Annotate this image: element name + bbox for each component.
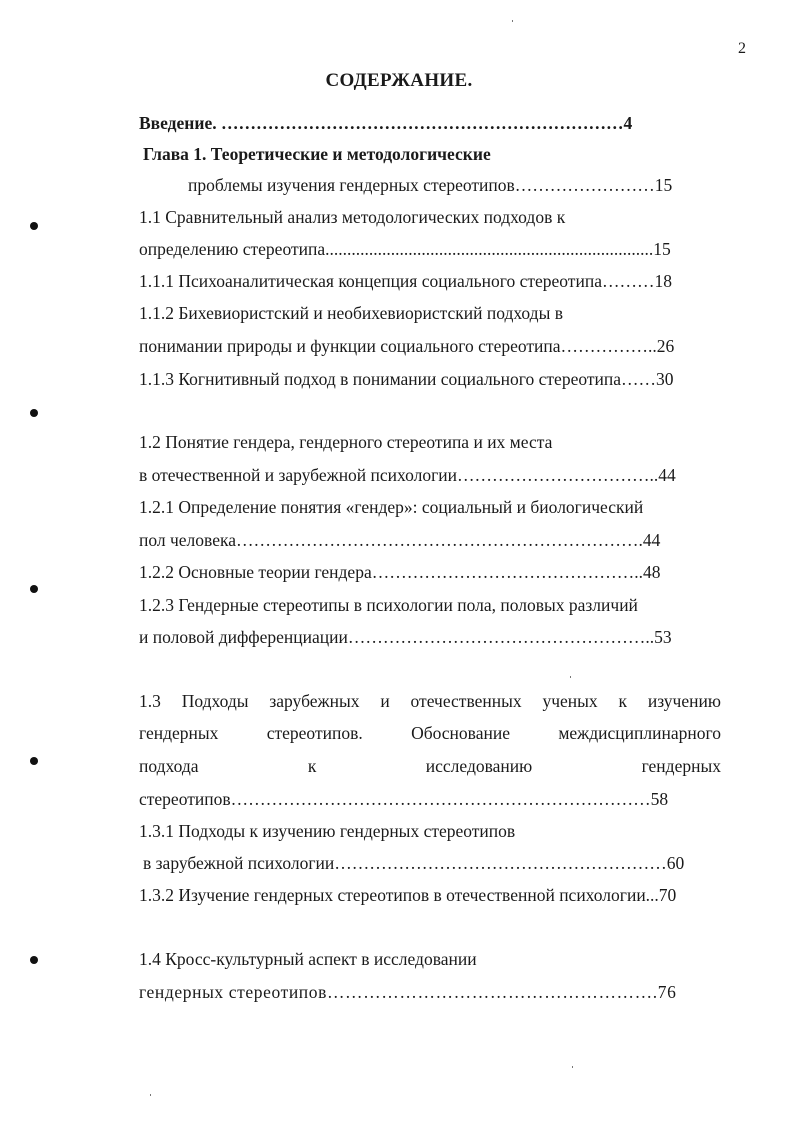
toc-section-1-1-line-2: определению стереотипа...........................................................................15 (139, 239, 671, 259)
word: гендерных (641, 756, 721, 776)
toc-section-1-3-line-3 (139, 755, 721, 777)
word: 1.3 (139, 691, 161, 711)
toc-section-1-2-1-line-1: 1.2.1 Определение понятия «гендер»: социальный и биологический (139, 497, 644, 517)
word: исследованию (425, 756, 533, 776)
toc-section-1-2-3-line-2: и половой дифференциации……………………………………………..53 (139, 627, 672, 647)
word: ученых (542, 691, 598, 711)
word: к (618, 691, 628, 711)
toc-section-1-2-line-2: в отечественной и зарубежной психологии……………………………..44 (139, 465, 676, 485)
word: стереотипов. (266, 723, 363, 743)
toc-section-1-4-line-2: гендерных стереотипов……………………………………………….76 (139, 982, 677, 1002)
word: гендерных (139, 723, 219, 743)
toc-section-1-4-line-1: 1.4 Кросс-культурный аспект в исследовании (139, 949, 477, 969)
toc-section-1-2-line-1: 1.2 Понятие гендера, гендерного стереотипа и их места (139, 432, 553, 452)
toc-section-1-3-2: 1.3.2 Изучение гендерных стереотипов в отечественной психологии...70 (139, 885, 677, 905)
toc-section-1-3-1-line-2: в зарубежной психологии…………………………………………………60 (143, 853, 685, 873)
toc-section-1-1-line-1: 1.1 Сравнительный анализ методологических подходов к (139, 207, 566, 227)
binding-hole-mark (30, 222, 38, 230)
scan-speck (512, 20, 513, 22)
word: зарубежных (269, 691, 360, 711)
scan-speck (150, 1094, 151, 1096)
scan-speck (570, 676, 571, 678)
word: подхода (139, 756, 199, 776)
toc-section-1-2-2: 1.2.2 Основные теории гендера………………………………………..48 (139, 562, 661, 582)
toc-intro: Введение. ……………………………………………………………4 (139, 113, 633, 133)
page-number: 2 (738, 40, 746, 57)
word: к (307, 756, 317, 776)
binding-hole-mark (30, 409, 38, 417)
toc-section-1-3-1-line-1: 1.3.1 Подходы к изучению гендерных стереотипов (139, 821, 516, 841)
toc-chapter-1-line-1: Глава 1. Теоретические и методологические (143, 144, 491, 164)
toc-section-1-1-3: 1.1.3 Когнитивный подход в понимании социального стереотипа……30 (139, 369, 674, 389)
scan-speck (572, 1066, 573, 1068)
word: изучению (647, 691, 721, 711)
word: отечественных (410, 691, 522, 711)
toc-section-1-3-line-1 (139, 690, 721, 712)
toc-section-1-3-line-4: стереотипов………………………………………………………………58 (139, 789, 669, 809)
toc-chapter-1-line-2: проблемы изучения гендерных стереотипов……………………15 (188, 175, 673, 195)
word: Подходы (181, 691, 249, 711)
word: и (380, 691, 390, 711)
toc-section-1-1-2-line-2: понимании природы и функции социального стереотипа……………..26 (139, 336, 675, 356)
toc-section-1-2-1-line-2: пол человека…………………………………………………………….44 (139, 530, 661, 550)
word: Обоснование (411, 723, 510, 743)
toc-section-1-2-3-line-1: 1.2.3 Гендерные стереотипы в психологии пола, половых различий (139, 595, 638, 615)
toc-section-1-1-2-line-1: 1.1.2 Бихевиористский и необихевиористский подходы в (139, 303, 563, 323)
toc-section-1-1-1: 1.1.1 Психоаналитическая концепция социального стереотипа………18 (139, 271, 672, 291)
binding-hole-mark (30, 956, 38, 964)
binding-hole-mark (30, 585, 38, 593)
binding-hole-mark (30, 757, 38, 765)
toc-section-1-3-line-2 (139, 722, 721, 744)
page-title: СОДЕРЖАНИЕ. (325, 70, 473, 91)
word: междисциплинарного (558, 723, 721, 743)
